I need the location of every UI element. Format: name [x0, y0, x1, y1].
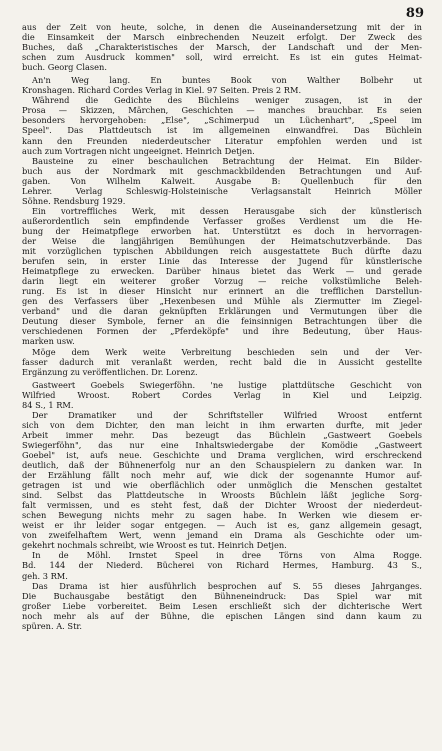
- text-line: Arbeit immer mehr. Das bezeugt das Büchlein „Gastweert Goebels: [22, 429, 422, 440]
- text-line: Buches, daß „Charakteristisches der Marsch, der Landschaft und der Men-: [22, 42, 422, 53]
- text-line: noch mehr als auf der Bühne, die epischen Längen sind dann kaum zu: [22, 610, 422, 621]
- text-line: Deutung dieser Symbole, ferner an die feinsinnigen Betrachtungen über die: [22, 316, 422, 327]
- text-line: Der Dramatiker und der Schriftsteller Wilfried Wroost entfernt: [32, 409, 422, 420]
- text-line: Wilfried Wroost. Robert Cordes Verlag in Kiel und Leipzig.: [22, 389, 422, 400]
- text-line: Bd. 144 der Niederd. Bücherei von Richard Hermes, Hamburg. 43 S.,: [22, 560, 422, 571]
- text-line: kann den Freunden niederdeutscher Literatur empfohlen werden und ist: [22, 135, 422, 146]
- text-line: der Weise die langjährigen Bemühungen der Heimatschutzverbände. Das: [22, 235, 422, 246]
- text-line: Das Drama ist hier ausführlich besprochen auf S. 55 dieses Jahrganges.: [32, 580, 422, 591]
- text-line: Söhne. Rendsburg 1929.: [22, 195, 126, 206]
- text-line: Während die Gedichte des Büchleins weniger zusagen, ist in der: [32, 95, 422, 106]
- text-line: Heimatpflege zu erwecken. Darüber hinaus bietet das Werk — und gerade: [22, 266, 422, 277]
- text-line: schen zum Ausdruck kommen" soll, wird erreicht. Es ist ein gutes Heimat-: [22, 52, 422, 63]
- text-line: geh. 3 RM.: [22, 570, 68, 581]
- text-line: Kronshagen. Richard Cordes Verlag in Kiel. 97 Seiten. Preis 2 RM.: [22, 85, 302, 96]
- text-line: verschiedenen Formen der „Pferdeköpfe" und ihre Bedeutung, über Haus-: [22, 326, 422, 337]
- page-number: 89: [405, 6, 424, 21]
- text-line: buch. Georg Clasen.: [22, 62, 107, 73]
- text-line: buch aus der Nordmark mit geschmackbildenden Betrachtungen und Auf-: [22, 165, 422, 176]
- text-line: gaben. Von Wilhelm Kalweit. Ausgabe B: Quellenbuch für den: [22, 175, 422, 186]
- text-line: Speel". Das Plattdeutsch ist im allgemeinen einwandfrei. Das Büchlein: [22, 125, 422, 136]
- text-line: bung der Heimatpflege erworben hat. Unterstützt es doch in hervorragen-: [22, 225, 422, 236]
- text-line: Gastweert Goebels Swiegerföhn. 'ne lustige plattdütsche Geschicht von: [32, 379, 422, 390]
- text-line: von zweifelhaftem Wert, wenn jemand ein Drama als Geschichte oder um-: [22, 530, 422, 541]
- text-line: spüren. A. Str.: [22, 620, 83, 631]
- text-line: gekehrt nochmals schreibt, wie Wroost es tut. Heinrich Detjen.: [22, 540, 287, 551]
- text-line: Lehrer. Verlag Schleswig-Holsteinische Verlagsanstalt Heinrich Möller: [22, 185, 422, 196]
- text-line: die Einsamkeit der Marsch einbrechenden Neuzeit erfolgt. Der Zweck des: [22, 32, 422, 43]
- text-line: der Erzählung fällt noch mehr auf, wie dick der sogenannte Humor auf-: [22, 470, 422, 481]
- text-line: gen des Verfassers über „Hexenbesen und Mühle als Ziermutter im Ziegel-: [22, 296, 422, 307]
- text-line: mit vorzüglichen typischen Abbildungen reich ausgestattete Buch dürfte dazu: [22, 246, 422, 257]
- text-line: marken usw.: [22, 336, 75, 347]
- text-line: getragen ist und wie oberflächlich oder unmöglich die Menschen gestaltet: [22, 480, 422, 491]
- text-line: Möge dem Werk weite Verbreitung beschieden sein und der Ver-: [32, 346, 422, 357]
- text-line: falt vermissen, und es steht fest, daß der Dichter Wroost der niederdeut-: [22, 500, 422, 511]
- text-line: außerordentlich sein empfindende Verfasser großes Verdienst um die He-: [22, 215, 422, 226]
- text-line: Die Buchausgabe bestätigt den Bühneneindruck: Das Spiel war mit: [22, 590, 422, 601]
- text-line: Ergänzung zu veröffentlichen. Dr. Lorenz.: [22, 366, 198, 377]
- text-line: schen Bewegung nichts mehr zu sagen habe. In Werken wie diesem er-: [22, 510, 422, 521]
- text-line: An'n Weg lang. En buntes Book von Walther Bolbehr ut: [32, 75, 422, 86]
- text-line: sind. Selbst das Plattdeutsche in Wroosts Büchlein läßt jegliche Sorg-: [22, 490, 422, 501]
- text-line: Prosa — Skizzen, Märchen, Geschichten — manches brauchbar. Es seien: [22, 105, 422, 116]
- text-line: sich von dem Dichter, den man leicht in ihm erwarten durfte, mit jeder: [22, 419, 422, 430]
- text-line: darin liegt ein weiterer großer Vorzug — reiche volkstümliche Beleh-: [22, 276, 422, 287]
- text-line: deutlich, daß der Bühnenerfolg nur an den Schauspielern zu danken war. In: [22, 460, 422, 471]
- text-line: weist er ihr leider sogar entgegen. — Auch ist es, ganz allgemein gesagt,: [22, 520, 422, 531]
- text-line: besonders hervorgehoben: „Else", „Schimerpud un Lüchenhart", „Speel im: [22, 115, 422, 126]
- text-line: In de Möhl. Irnstet Speel in dree Törns von Alma Rogge.: [32, 550, 422, 561]
- text-line: auch zum Vortragen nicht ungeeignet. Heinrich Detjen.: [22, 145, 255, 156]
- text-line: rung. Es ist in dieser Hinsicht nur erinnert an die trefflichen Darstellun-: [22, 286, 422, 297]
- text-line: Bausteine zu einer beschaulichen Betrachtung der Heimat. Ein Bilder-: [32, 155, 422, 166]
- text-line: aus der Zeit von heute, solche, in denen die Auseinandersetzung mit der in: [22, 22, 422, 32]
- text-line: Swiegerföhn", das nur eine Inhaltswiedergabe der Komödie „Gastweert: [22, 439, 422, 450]
- text-line: großer Liebe vorbereitet. Beim Lesen erschließt sich der dichterische Wert: [22, 600, 422, 611]
- text-line: Ein vortreffliches Werk, mit dessen Herausgabe sich der künstlerisch: [32, 205, 422, 216]
- text-line: fasser dadurch mit veranlaßt werden, recht bald die in Aussicht gestellte: [22, 356, 422, 367]
- text-line: Goebel" ist, aufs neue. Geschichte und Drama verglichen, wird erschreckend: [22, 449, 422, 460]
- text-line: 84 S., 1 RM.: [22, 399, 74, 410]
- review-text-column: [22, 22, 422, 631]
- text-line: verband" und die daran geknüpften Erklärungen und Vermutungen über die: [22, 306, 422, 317]
- text-line: berufen sein, in erster Linie das Interesse der Jugend für künstlerische: [22, 256, 422, 267]
